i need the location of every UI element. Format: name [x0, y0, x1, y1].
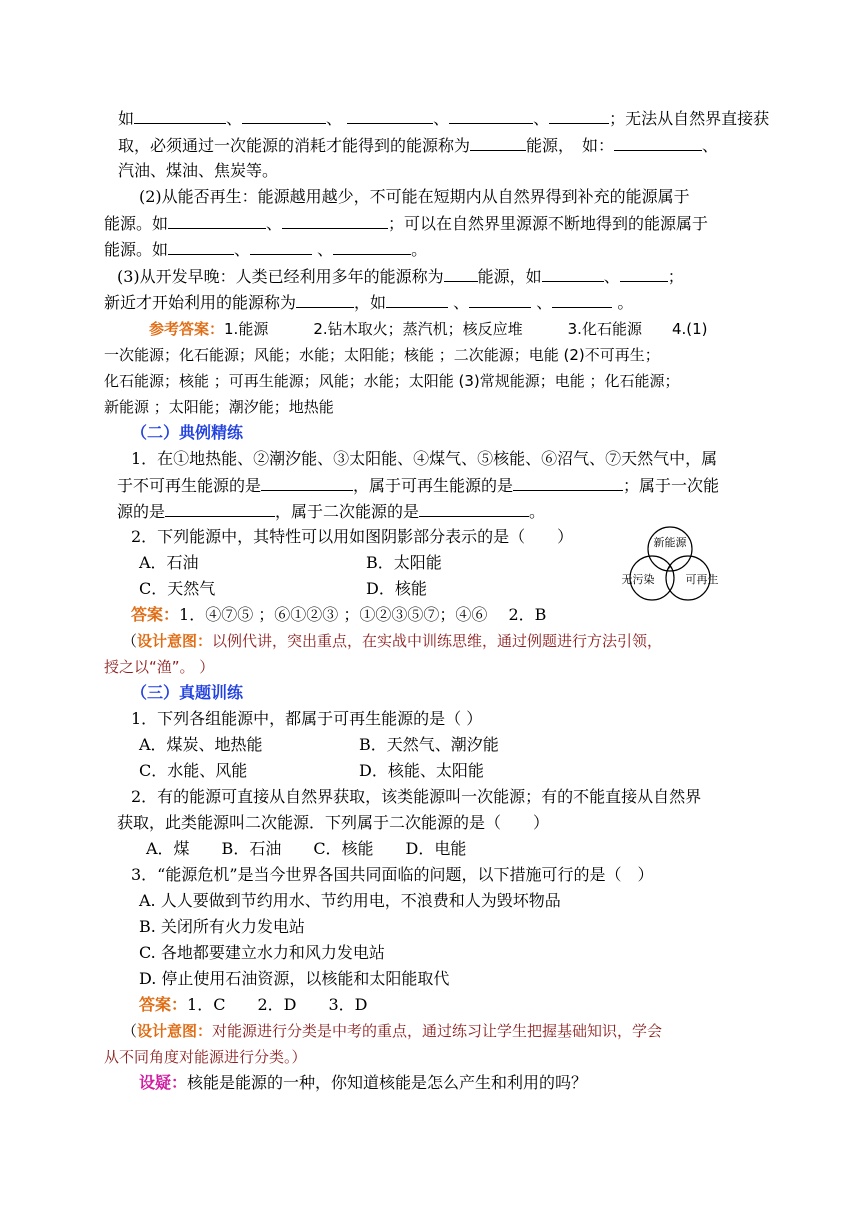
- design-intent: 从不同角度对能源进行分类。）: [104, 1048, 307, 1066]
- venn-diagram: [610, 525, 730, 607]
- question-line: 获取，此类能源叫二次能源．下列属于二次能源的是（ ）: [117, 813, 550, 832]
- design-label: 设计意图：: [137, 1022, 213, 1040]
- option: A．煤炭、地热能: [139, 735, 263, 754]
- answer-line: 答案：1．C 2．D 3．D: [139, 995, 368, 1014]
- option: A. 人人要做到节约用水、节约用电，不浪费和人为毁坏物品: [139, 891, 561, 910]
- text-line: 汽油、煤油、焦炭等。: [118, 161, 279, 180]
- design-intent: 授之以“渔”。 ）: [104, 658, 215, 676]
- question-line: 2．有的能源可直接从自然界获取，该类能源叫一次能源；有的不能直接从自然界: [131, 787, 702, 806]
- design-intent: （设计意图：对能源进行分类是中考的重点，通过练习让学生把握基础知识，学会: [122, 1022, 663, 1040]
- text-line: 新近才开始利用的能源称为 ，如 、 、 。: [104, 293, 634, 312]
- venn-label-top: 新能源: [653, 536, 687, 549]
- text-line: 如 、 、 、 、 ；无法从自然界直接获: [118, 109, 770, 128]
- question-line: 源的是 ，属于二次能源的是 。: [117, 502, 546, 521]
- answer-label: 答案：: [139, 995, 188, 1014]
- answer-label: 答案：: [131, 605, 180, 624]
- question-line: 1．在①地热能、②潮汐能、③太阳能、④煤气、⑤核能、⑥沼气、⑦天然气中，属: [131, 449, 718, 468]
- option: C．天然气: [139, 579, 216, 598]
- option: A．石油: [139, 553, 199, 572]
- answer-line: 一次能源；化石能源；风能；水能；太阳能；核能 ；二次能源；电能 (2)不可再生；: [104, 346, 660, 364]
- section-title: （二）典例精练: [131, 423, 244, 442]
- option: D. 停止使用石油资源，以核能和太阳能取代: [139, 969, 450, 988]
- text-line: (3)从开发早晚：人类已经利用多年的能源称为 能源，如 、 ；: [117, 267, 684, 286]
- venn-label-right: 可再生: [685, 573, 719, 586]
- answer-line: 答案：1．④⑦⑤ ；⑥①②③ ；①②③⑤⑦；④⑥ 2．B: [131, 605, 547, 624]
- question-line: 于不可再生能源的是 ，属于可再生能源的是 ；属于一次能: [117, 476, 720, 495]
- doubt-line: 设疑：核能是能源的一种，你知道核能是怎么产生和利用的吗？: [139, 1073, 588, 1092]
- text-line: (2)从能否再生：能源越用越少，不可能在短期内从自然界得到补充的能源属于: [139, 187, 690, 206]
- doubt-label: 设疑：: [139, 1073, 188, 1092]
- answer-line: 参考答案：1.能源 2.钻木取火；蒸汽机；核反应堆 3.化石能源 4.(1): [149, 320, 708, 338]
- question-line: 3．“能源危机”是当今世界各国共同面临的问题，以下措施可行的是（ ）: [131, 865, 654, 884]
- answer-label: 参考答案：: [149, 320, 225, 338]
- option: D．核能、太阳能: [359, 761, 484, 780]
- design-label: 设计意图：: [137, 632, 213, 650]
- option: C. 各地都要建立水力和风力发电站: [139, 943, 385, 962]
- question-line: 2．下列能源中，其特性可以用如图阴影部分表示的是（ ）: [131, 527, 574, 546]
- option: D．核能: [366, 579, 427, 598]
- text-line: 能源。如 、 ；可以在自然界里源源不断地得到的能源属于: [104, 214, 709, 233]
- section-title: （三）真题训练: [131, 683, 244, 702]
- design-intent: （设计意图：以例代讲，突出重点，在实战中训练思维，通过例题进行方法引领，: [122, 632, 663, 650]
- text-line: 取，必须通过一次能源的消耗才能得到的能源称为 能源， 如： 、: [118, 136, 719, 155]
- option: A．煤 B．石油 C．核能 D．电能: [146, 839, 467, 858]
- answer-line: 化石能源；核能 ；可再生能源；风能；水能；太阳能 (3)常规能源；电能 ；化石能源；: [104, 372, 680, 390]
- venn-label-left: 无污染: [621, 573, 655, 586]
- answer-line: 新能源 ；太阳能；潮汐能；地热能: [104, 398, 334, 416]
- question-line: 1．下列各组能源中，都属于可再生能源的是（ ）: [131, 709, 483, 728]
- option: B．太阳能: [366, 553, 442, 572]
- option: C．水能、风能: [139, 761, 248, 780]
- text-line: 能源。如 、 、 。: [104, 240, 428, 259]
- option: B. 关闭所有火力发电站: [139, 917, 305, 936]
- option: B．天然气、潮汐能: [359, 735, 499, 754]
